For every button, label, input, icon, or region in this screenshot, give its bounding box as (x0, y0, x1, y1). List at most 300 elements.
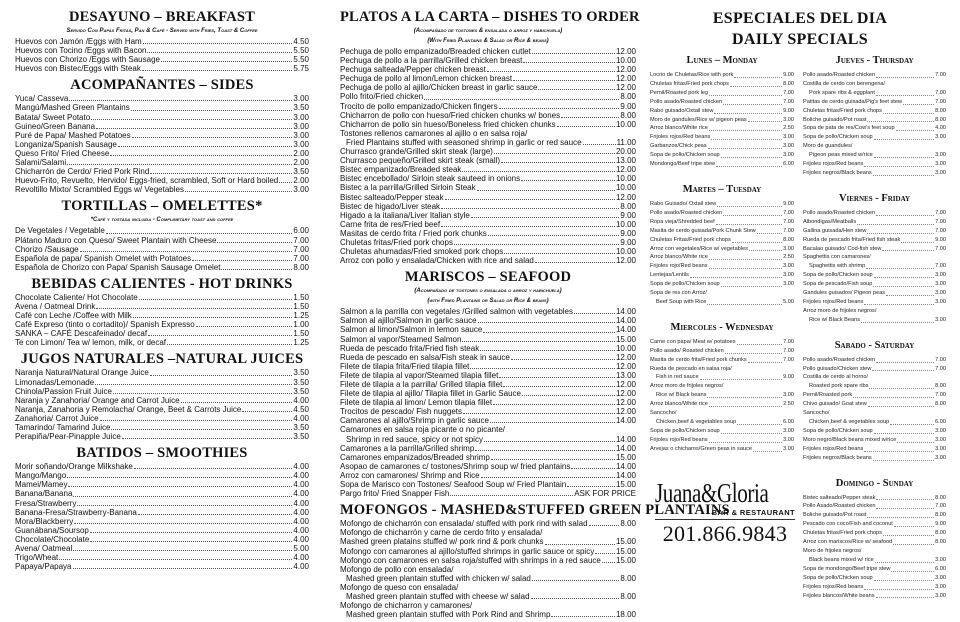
menu-item-price: 9.00 (620, 228, 636, 238)
dot-leader (73, 496, 292, 497)
menu-item (340, 407, 636, 416)
dot-leader (867, 121, 934, 122)
menu-item (803, 116, 946, 125)
menu-item-name: Gandules guisados/ Pigeon peas (803, 290, 886, 297)
menu-item (650, 89, 794, 98)
menu-item-price: 3.00 (935, 298, 946, 305)
menu-item-price: 14.00 (615, 316, 636, 326)
menu-item-price: 8.00 (620, 573, 636, 583)
menu-item-price: 4.00 (293, 462, 309, 472)
menu-item (803, 511, 946, 520)
menu-item-name: Spaghettis con camarones/ (803, 254, 871, 261)
dot-leader (867, 517, 934, 518)
menu-item (340, 574, 636, 583)
menu-item (340, 537, 636, 546)
menu-item-price: 3.50 (293, 377, 309, 387)
menu-item (340, 83, 636, 92)
menu-item (340, 480, 636, 489)
menu-item-price: 8.00 (935, 383, 946, 390)
menu-item-price: 1.25 (293, 338, 309, 348)
menu-item-name: Guanábana/Soursop (15, 525, 89, 535)
menu-item (803, 107, 946, 116)
dot-leader (91, 119, 292, 120)
menu-item-price: 8.00 (935, 107, 946, 114)
dot-leader (491, 459, 615, 460)
dot-leader (462, 171, 615, 172)
menu-item (15, 396, 309, 405)
menu-item-description: Beef Soup with Rice (656, 298, 707, 305)
menu-item-price: 14.00 (615, 461, 636, 471)
menu-item (340, 92, 636, 101)
dot-leader (721, 433, 782, 434)
dot-leader (721, 157, 782, 158)
menu-item (650, 80, 794, 89)
dot-leader (142, 70, 293, 71)
menu-item (340, 610, 636, 619)
menu-item (650, 142, 794, 151)
menu-item (340, 120, 636, 129)
menu-section (15, 275, 309, 348)
menu-item-price: 18.00 (615, 610, 636, 620)
dot-leader (488, 235, 620, 236)
menu-item-name: Rueda de pescado en salsa/Fish steak in sauce (340, 352, 510, 362)
section-title: BATIDOS – SMOOTHIES (76, 445, 248, 462)
dot-leader (749, 250, 782, 251)
menu-item-price: 7.00 (935, 98, 946, 105)
menu-item-price: 10.00 (615, 343, 636, 353)
menu-item-price: 7.00 (783, 356, 794, 363)
menu-item-price: 1.50 (293, 301, 309, 311)
menu-item-name: Mofongo con camarones al ajillo/stuffed shrimps in garlic sauce or spicy (340, 546, 595, 556)
menu-item-price: 3.50 (293, 386, 309, 396)
menu-item-name: Naranja, Zanahoria y Remolacha/ Orange, Beet & Carrots Juice (15, 404, 242, 414)
menu-item-name: Moro de guandules/ (803, 143, 853, 150)
menu-item-name: Frijoles negros/Black beans (803, 454, 872, 461)
menu-item-name: Filete de tilapia frita/Fried tilapia fillet (340, 361, 470, 371)
menu-item-price: 7.00 (783, 218, 794, 225)
menu-item-price: 3.00 (935, 445, 946, 452)
dot-leader (748, 362, 782, 363)
dot-leader (67, 477, 292, 478)
day-title: Sabado - Saturday (834, 339, 915, 351)
menu-section (15, 350, 309, 441)
dot-leader (864, 166, 934, 167)
section-title: PLATOS A LA CARTA – DISHES TO ORDER (340, 9, 640, 25)
menu-item (650, 227, 794, 236)
menu-item (15, 94, 309, 103)
menu-item (340, 325, 636, 334)
dot-leader (725, 353, 782, 354)
menu-item (340, 229, 636, 238)
menu-item-price: 10.00 (615, 56, 636, 66)
menu-item-price: 3.00 (783, 272, 794, 279)
menu-item (340, 353, 636, 362)
menu-item-name: Filete de tilapia al limon/ Lemon tilapia fillet (340, 398, 493, 408)
menu-item (340, 247, 636, 256)
menu-item-name: Guineo/Green Banana (15, 121, 96, 131)
menu-item-name: Mamei/Mamey (15, 480, 68, 490)
menu-item (803, 574, 946, 583)
menu-item-description: Shrimp in red sauce, spicy or not spicy (346, 434, 483, 444)
dot-leader (545, 544, 615, 545)
menu-item-price: 7.00 (935, 209, 946, 216)
dot-leader (711, 139, 782, 140)
menu-item-name: Puré de Papa/ Mashed Potatoes (15, 130, 131, 140)
menu-item (340, 183, 636, 192)
menu-item (650, 436, 794, 445)
dot-leader (532, 580, 620, 581)
menu-item-name: Fresa/Strawberry (15, 498, 77, 508)
menu-item-price: 15.00 (615, 480, 636, 490)
menu-item-name: Sopa de pata de res/Cow's feet soup (803, 125, 895, 132)
dot-leader (73, 568, 293, 569)
menu-item-price: 4.00 (293, 516, 309, 526)
menu-item (15, 245, 309, 254)
menu-item-price: 12.00 (615, 407, 636, 417)
menu-item (650, 445, 794, 454)
menu-item-name: Pernil/Roasted pork leg (650, 89, 709, 96)
menu-item-name: Mangú/Mashed Green Plantains (15, 103, 130, 113)
menu-item-name: Camarones en salsa roja picante o no picante/ (340, 425, 505, 435)
menu-item-name: Rabo Guisado/ Oxtail stew (650, 200, 717, 207)
dot-leader (73, 550, 292, 551)
menu-item-name: Lentejas/Lentils (650, 272, 689, 279)
menu-item (650, 124, 794, 133)
menu-item (15, 185, 309, 194)
dot-leader (480, 350, 615, 351)
menu-item-price: 8.00 (620, 591, 636, 601)
dot-leader (487, 71, 615, 72)
menu-item-name: Higado a la italiana/Liver Italian style (340, 210, 470, 220)
menu-item-name: Frijoles rojos/Red beans (803, 161, 864, 168)
menu-item (650, 262, 794, 271)
menu-item (340, 371, 636, 380)
menu-item-price: 7.00 (935, 245, 946, 252)
menu-item-price: 8.00 (620, 110, 636, 120)
menu-item-price: 7.00 (935, 263, 946, 270)
menu-item-price: 3.00 (935, 583, 946, 590)
section-title: BEBIDAS CALIENTES - HOT DRINKS (31, 275, 293, 292)
section-title: DESAYUNO – BREAKFAST (68, 9, 256, 25)
specials-title-en: DAILY SPECIALS (732, 31, 868, 48)
menu-item-price: 3.00 (783, 263, 794, 270)
specials-column-left (650, 54, 794, 468)
dot-leader (131, 110, 293, 111)
menu-item (15, 37, 309, 46)
menu-item-description: Chicken,beef & vegetables soup (809, 419, 890, 425)
dot-leader (532, 53, 615, 54)
menu-item-price: 4.00 (935, 125, 946, 132)
menu-item-price: 3.00 (293, 185, 309, 195)
menu-item-name: Trocito de pollo empanizado/Chicken fingers (340, 101, 498, 111)
menu-item-price: 4.00 (293, 525, 309, 535)
menu-item-price: 13.00 (615, 370, 636, 380)
menu-item (803, 227, 946, 236)
menu-item-name: Churrasco grande/Grilled skirt steak (large) (340, 147, 493, 157)
menu-item (803, 271, 946, 280)
menu-item (340, 174, 636, 183)
menu-item-name: Chuletas fritas/Fried pork chops (340, 237, 453, 247)
menu-item (340, 380, 636, 389)
menu-section (15, 8, 309, 73)
menu-item-name: Trocitos de pescado/ Fish nuggets (340, 407, 462, 417)
dot-leader (521, 180, 615, 181)
menu-item-price: 3.00 (935, 436, 946, 443)
menu-item-price: 14.00 (615, 307, 636, 317)
menu-item-price: 5.50 (293, 55, 309, 65)
menu-item (340, 65, 636, 74)
menu-item-name: Frijoles rojos/Red beans (803, 583, 864, 590)
menu-item-price: 3.00 (783, 436, 794, 443)
menu-item (650, 98, 794, 107)
menu-item-name: Banana-Fresa/Strawberry-Banana (15, 507, 137, 517)
menu-item-price: 7.00 (935, 72, 946, 78)
menu-item (15, 131, 309, 140)
menu-item-price: 6.00 (783, 419, 794, 425)
menu-item-price: 15.00 (615, 537, 636, 547)
menu-item-name: Chuletas fritas/Fried pork chops (803, 107, 882, 114)
menu-item-name: Ropa vieja/Shredded beef (650, 218, 715, 225)
dot-leader (903, 104, 934, 105)
menu-item-price: 5.00 (293, 544, 309, 554)
menu-item-name: Moro negro/Black beans mixed w/rice (803, 436, 897, 443)
menu-item-price: 4.00 (293, 498, 309, 508)
menu-item-name: Chuletas ahumadas/Fried smoked pork chops (340, 247, 504, 257)
menu-item (803, 316, 946, 325)
menu-section (15, 197, 309, 271)
menu-item (803, 427, 946, 436)
section-title: ACOMPAÑANTES – SIDES (70, 77, 254, 94)
menu-item-price: 8.00 (620, 519, 636, 529)
menu-item-price: 4.50 (293, 404, 309, 414)
menu-item (15, 423, 309, 432)
menu-item (15, 499, 309, 508)
menu-item-description: Spaghettis with shrimp (809, 263, 866, 270)
dot-leader (700, 379, 783, 380)
dot-leader (874, 277, 934, 278)
menu-item-name: Mofongo con camarones en salsa roja/stuffed with shrimps in a red sauce (340, 555, 601, 565)
menu-item (15, 432, 309, 441)
dot-leader (737, 344, 783, 345)
dot-leader (883, 113, 934, 114)
menu-section (15, 76, 309, 194)
menu-item-price: 3.50 (293, 432, 309, 442)
menu-item-name: Mofongo de chicharrón con ensalada/ stuffed with pork rind with salad (340, 519, 588, 529)
menu-item (803, 209, 946, 218)
menu-item-price: 14.00 (615, 470, 636, 480)
dot-leader (730, 86, 782, 87)
menu-item (803, 391, 946, 400)
menu-item-name: Albondigas/Meatballs (803, 218, 857, 225)
menu-item-name: Pechuga de pollo al limon/Lemon chicken breast (340, 74, 513, 84)
dot-leader (478, 322, 615, 323)
menu-item (803, 289, 946, 298)
day-title: Martes – Tuesday (682, 183, 762, 195)
menu-item (15, 471, 309, 480)
menu-item (650, 400, 794, 409)
menu-item-price: 2.00 (293, 158, 309, 168)
dot-leader (853, 397, 934, 398)
dot-leader (538, 89, 615, 90)
menu-item-price: 3.00 (935, 169, 946, 176)
day-title: Viernes - Friday (838, 192, 911, 204)
menu-item (15, 387, 309, 396)
menu-item (650, 347, 794, 356)
day-title: Miercoles - Wednesday (670, 321, 774, 333)
dot-leader (873, 175, 934, 176)
menu-item-price: 12.00 (615, 380, 636, 389)
menu-item (803, 436, 946, 445)
dot-leader (523, 62, 615, 63)
dot-leader (513, 80, 615, 81)
dot-leader (876, 95, 934, 96)
dot-leader (894, 526, 934, 527)
menu-item (650, 391, 794, 400)
menu-item-price: 10.00 (615, 174, 636, 184)
day-title: Lunes – Monday (686, 55, 758, 66)
dot-leader (717, 206, 782, 207)
dot-leader (901, 242, 934, 243)
dot-leader (217, 242, 292, 243)
dot-leader (709, 268, 783, 269)
menu-item (15, 149, 309, 158)
menu-item (15, 167, 309, 176)
menu-item (340, 556, 636, 565)
menu-item-description: Fried Plantains stuffed with seasoned shrimp in garlic or red sauce (346, 137, 582, 147)
menu-item (15, 480, 309, 489)
day-special-section (650, 54, 794, 169)
menu-item-price: 8.00 (935, 494, 946, 501)
menu-item-price: 8.00 (620, 201, 636, 211)
menu-item-price: 8.00 (935, 530, 946, 537)
menu-item-name: Salmon al vapor/Steamed Salmon (340, 334, 462, 344)
menu-item-description: Black beans mixed w/ rice (809, 556, 874, 563)
menu-item-price: 3.00 (293, 94, 309, 104)
menu-item-name: Pechuga de pollo empanizado/Breaded chicken cutlet (340, 47, 531, 56)
dot-leader (561, 117, 619, 118)
menu-item-name: Boliche guisado/Pot roast (803, 116, 867, 123)
dot-leader (709, 259, 782, 260)
menu-item-price: 3.00 (783, 134, 794, 141)
dot-leader (134, 468, 293, 469)
menu-item-name: Perapiña/Pear-Pinapple Juice (15, 432, 121, 442)
dot-leader (716, 224, 782, 225)
dot-leader (690, 277, 782, 278)
section-title: MOFONGOS - MASHED&STUFFED GREEN PLANTAINS (340, 502, 730, 519)
dot-leader (883, 535, 934, 536)
menu-item-name: Mofongo de chicharron y camarones/ (340, 601, 473, 611)
dot-leader (470, 368, 615, 369)
menu-item (650, 160, 794, 169)
menu-item-name: Camarones empanizados/Breaded shrimp (340, 452, 490, 462)
menu-item (340, 316, 636, 325)
menu-item-name: Pechuga de pollo al ajillo/Chicken breast in garlic sauce (340, 83, 538, 93)
dot-leader (723, 104, 782, 105)
menu-item (650, 151, 794, 160)
menu-item-price: 4.00 (293, 534, 309, 544)
dot-leader (221, 269, 292, 270)
menu-item-name: Filete de tilapia al ajillo/ Tilapia fillet in Garlic Sauce (340, 389, 521, 399)
menu-item-price: 3.00 (293, 121, 309, 131)
menu-item-price: 4.00 (293, 480, 309, 490)
menu-item-description: Mashed green plantain stuffed with Pork Rind and Shrimp (346, 610, 551, 620)
menu-item-name: Masita de cerdo frita/Fried pork chunks (650, 356, 747, 363)
menu-item-name: Carne frita de res/Fried beef (340, 219, 441, 229)
menu-item-price: 7.00 (293, 253, 309, 263)
menu-item-price: 3.50 (293, 368, 309, 378)
dot-leader (150, 173, 292, 174)
menu-item-name: Trigo/Wheat (15, 553, 59, 563)
dot-leader (866, 268, 934, 269)
dot-leader (709, 406, 782, 407)
menu-item-price: 14.00 (615, 434, 636, 444)
menu-item-name: Pollo Asado/Roasted chicken (803, 503, 876, 510)
menu-item-price: 6.00 (935, 565, 946, 572)
menu-item (650, 338, 794, 347)
menu-item-name: Sopa de pollo/Chicken soup (803, 134, 873, 141)
menu-item (650, 298, 794, 307)
menu-item-name: Pollo guisado/Chicken stew (803, 365, 872, 372)
dot-leader (59, 559, 292, 560)
dot-leader (493, 404, 615, 405)
menu-item-name: Pollo frito/Fried chicken (340, 92, 424, 102)
dot-leader (857, 224, 934, 225)
menu-item-name: Arroz moro de frijoles negros/ (803, 307, 877, 314)
menu-item-description: Mashed green plantain stuffed with cheese w/ salad (346, 591, 530, 601)
specials-column-right (803, 54, 946, 614)
menu-item (803, 71, 946, 80)
menu-item-name: Yuca/ Casseva (15, 94, 69, 104)
menu-item-description: Rice w/ Black beans (656, 392, 707, 399)
menu-item-price: 15.00 (615, 555, 636, 565)
menu-item-name: Frijoles blancos/White beans (803, 592, 875, 599)
menu-item-price: 7.00 (935, 503, 946, 510)
menu-item (15, 254, 309, 263)
menu-item-price: 5.50 (293, 46, 309, 56)
menu-item-name: Banana/Banana (15, 489, 73, 499)
menu-item-name: Café con Leche /Coffee with Milk (15, 311, 132, 321)
day-special-section (803, 54, 946, 178)
menu-item-name: Moro de frijoles negros/ (803, 547, 862, 554)
dot-leader (481, 477, 615, 478)
menu-item (340, 453, 636, 462)
dot-leader (574, 313, 615, 314)
menu-item-price: 1.50 (293, 329, 309, 339)
menu-item-price: 7.00 (935, 218, 946, 225)
menu-item (15, 553, 309, 562)
dot-leader (139, 299, 293, 300)
menu-item-price: 3.00 (935, 281, 946, 288)
menu-item-description: Roasted pork spare ribs (809, 383, 869, 390)
menu-item-name: Camarones al ajillo/Shrimp in garlic sauce (340, 416, 489, 426)
menu-item (15, 338, 309, 347)
menu-item (803, 133, 946, 142)
menu-item (650, 209, 794, 218)
dot-leader (876, 77, 934, 78)
menu-item-name: Sopa de pollo/Chicken soup (803, 574, 873, 581)
menu-item (803, 280, 946, 289)
dot-leader (90, 541, 292, 542)
menu-item (650, 116, 794, 125)
menu-item-name: Longaniza/Spanish Sausage (15, 139, 117, 149)
menu-item-price: 3.50 (293, 423, 309, 432)
dot-leader (891, 571, 934, 572)
menu-item (803, 245, 946, 254)
menu-item (15, 226, 309, 235)
menu-item-price: 7.00 (935, 392, 946, 399)
menu-item-description: Mashed green platains stuffed w/ pork rind & pork chunks (340, 537, 544, 547)
menu-item-price: 4.00 (293, 395, 309, 405)
